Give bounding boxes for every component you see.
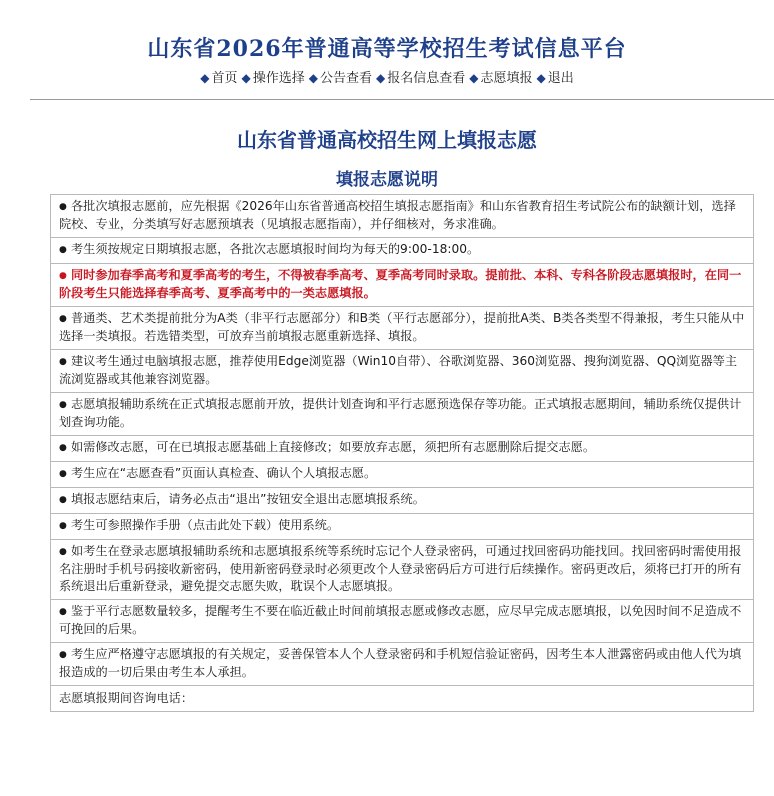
notice-row xyxy=(51,393,754,436)
notice-item xyxy=(51,600,754,643)
nav-link-volunteer[interactable] xyxy=(469,71,532,86)
notice-text: 志愿填报辅助系统在正式填报志愿前开放，提供计划查询和平行志愿预选保存等功能。正式填报志愿期间，辅助系统仅提供计划查询功能。 xyxy=(59,397,742,429)
bullet-icon: ● xyxy=(59,443,67,453)
notice-item xyxy=(51,195,754,238)
bullet-icon: ● xyxy=(59,357,67,367)
nav-link-label: 志愿填报 xyxy=(480,71,533,86)
notice-row xyxy=(51,350,754,393)
notice-row xyxy=(51,600,754,643)
notice-text: 考生须按规定日期填报志愿，各批次志愿填报时间均为每天的9:00-18:00。 xyxy=(71,242,480,256)
diamond-icon: ◆ xyxy=(536,71,546,85)
notice-row xyxy=(51,643,754,686)
notice-row xyxy=(51,488,754,514)
bullet-icon: ● xyxy=(59,650,67,660)
notice-item xyxy=(51,307,754,350)
nav-link-label: 报名信息查看 xyxy=(387,71,466,86)
nav-link-operation[interactable] xyxy=(242,71,305,86)
notice-item xyxy=(51,488,754,514)
bullet-icon: ● xyxy=(59,202,67,212)
nav-link-logout[interactable] xyxy=(537,71,574,86)
notice-table xyxy=(50,194,754,712)
notice-text: 鉴于平行志愿数量较多，提醒考生不要在临近截止时间前填报志愿或修改志愿，应尽早完成志愿填报，以免因时间不足造成不可挽回的后果。 xyxy=(59,604,742,636)
bullet-icon: ● xyxy=(59,521,67,531)
bullet-icon: ● xyxy=(59,314,67,324)
notice-item xyxy=(51,350,754,393)
nav-link-label: 公告查看 xyxy=(319,71,372,86)
page-title: 山东省普通高校招生网上填报志愿 xyxy=(237,128,537,152)
notice-item xyxy=(51,393,754,436)
notice-text: 考生应在“志愿查看”页面认真检查、确认个人填报志愿。 xyxy=(71,466,377,480)
diamond-icon: ◆ xyxy=(241,71,251,85)
notice-row xyxy=(51,462,754,488)
nav-link-home[interactable] xyxy=(200,71,237,86)
site-header xyxy=(0,0,774,89)
notice-row xyxy=(51,307,754,350)
section-title: 填报志愿说明 xyxy=(336,170,438,190)
notice-row xyxy=(51,436,754,462)
notice-row xyxy=(51,540,754,600)
diamond-icon: ◆ xyxy=(376,71,386,85)
notice-item xyxy=(51,643,754,686)
notice-text: 同时参加春季高考和夏季高考的考生，不得被春季高考、夏季高考同时录取。提前批、本科、专科各阶段志愿填报时，在同一阶段考生只能选择春季高考、夏季高考中的一类志愿填报。 xyxy=(59,268,742,300)
notice-text: 如需修改志愿，可在已填报志愿基础上直接修改；如要放弃志愿，须把所有志愿删除后提交志愿。 xyxy=(71,440,596,454)
site-title: 山东省2026年普通高等学校招生考试信息平台 xyxy=(147,36,627,62)
nav-link-label: 退出 xyxy=(547,71,574,86)
notice-row xyxy=(51,264,754,307)
diamond-icon: ◆ xyxy=(308,71,318,85)
notice-text: 如考生在登录志愿填报辅助系统和志愿填报系统等系统时忘记个人登录密码，可通过找回密码功能找回。找回密码时需使用报名注册时手机号码接收新密码，使用新密码登录时必须更改个人登录密码后方可进行后续操作。密码更改后，须将已打开的所有系统退出后重新登录，避免提交志愿失败，耽误个人志愿填报。 xyxy=(59,544,742,593)
contact-row xyxy=(51,686,754,712)
notice-item xyxy=(51,436,754,462)
notice-text: 建议考生通过电脑填报志愿，推荐使用Edge浏览器（Win10自带）、谷歌浏览器、360浏览器、搜狗浏览器、QQ浏览器等主流浏览器或其他兼容浏览器。 xyxy=(59,354,738,386)
bullet-icon: ● xyxy=(59,400,67,410)
bullet-icon: ● xyxy=(59,547,67,557)
top-nav xyxy=(0,68,774,89)
header-divider xyxy=(30,99,774,100)
contact-label: 志愿填报期间咨询电话： xyxy=(59,691,194,705)
bullet-icon: ● xyxy=(59,245,67,255)
notice-item-important xyxy=(51,264,754,307)
nav-link-announcement[interactable] xyxy=(309,71,372,86)
notice-text: 填报志愿结束后，请务必点击“退出”按钮安全退出志愿填报系统。 xyxy=(71,492,425,506)
nav-link-registration[interactable] xyxy=(376,71,465,86)
notice-row xyxy=(51,514,754,540)
notice-row xyxy=(51,238,754,264)
diamond-icon: ◆ xyxy=(200,71,210,85)
bullet-icon: ● xyxy=(59,607,67,617)
notice-item xyxy=(51,238,754,264)
notice-text: 考生可参照操作手册（点击此处下载）使用系统。 xyxy=(71,518,340,532)
notice-text: 考生应严格遵守志愿填报的有关规定，妥善保管本人个人登录密码和手机短信验证密码，因考生本人泄露密码或由他人代为填报造成的一切后果由考生本人承担。 xyxy=(59,647,742,679)
notice-item xyxy=(51,462,754,488)
bullet-icon: ● xyxy=(59,469,67,479)
notice-row xyxy=(51,195,754,238)
bullet-icon: ● xyxy=(59,271,67,281)
notice-item xyxy=(51,514,754,540)
notice-text: 普通类、艺术类提前批分为A类（非平行志愿部分）和B类（平行志愿部分），提前批A类、B类各类型不得兼报，考生只能从中选择一类填报。若选错类型，可放弃当前填报志愿重新选择、填报。 xyxy=(59,311,745,343)
nav-link-label: 首页 xyxy=(211,71,238,86)
nav-link-label: 操作选择 xyxy=(252,71,305,86)
bullet-icon: ● xyxy=(59,495,67,505)
notice-item xyxy=(51,540,754,600)
diamond-icon: ◆ xyxy=(469,71,479,85)
notice-text: 各批次填报志愿前，应先根据《2026年山东省普通高校招生填报志愿指南》和山东省教育招生考试院公布的缺额计划，选择院校、专业，分类填写好志愿预填表（见填报志愿指南），并仔细核对，务求准确。 xyxy=(59,199,736,231)
